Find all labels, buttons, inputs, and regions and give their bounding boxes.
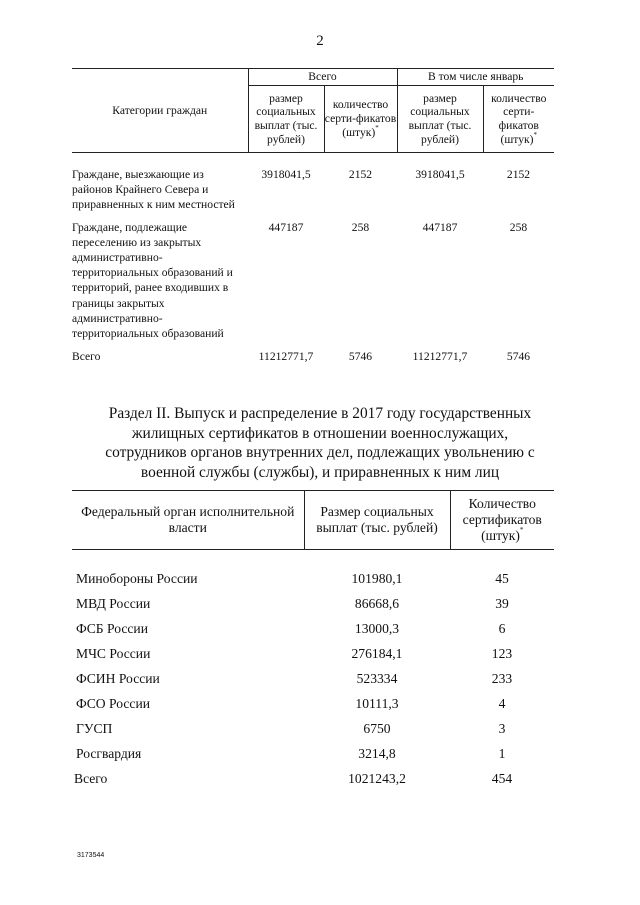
- document-code: 3173544: [77, 852, 105, 859]
- total-label: Всего: [72, 349, 101, 363]
- total-label: Всего: [74, 770, 108, 786]
- group-header-total: Всего: [248, 69, 397, 86]
- agency-cell: ФСО России: [76, 695, 150, 711]
- payments-cell: 276184,1: [351, 645, 403, 661]
- col-header-certificates: количество серти-фикатов (штук)*: [324, 86, 397, 153]
- certificates-cell: 2152: [348, 168, 373, 181]
- agency-cell: Минобороны России: [76, 570, 198, 586]
- table-row: [72, 691, 554, 716]
- payments-cell: 447187: [268, 221, 304, 235]
- table-row: [72, 666, 554, 691]
- certificates-cell: 6: [498, 620, 506, 636]
- col-header-agency: Федеральный орган исполнительной власти: [72, 491, 304, 550]
- col-header-certificates: Количество сертификатов (штук)*: [450, 491, 554, 550]
- certificates-cell: 45: [495, 570, 509, 586]
- certificates-cell: 258: [351, 221, 370, 235]
- payments-cell: 10111,3: [355, 695, 399, 711]
- agency-cell: ФСИН России: [76, 670, 160, 686]
- agency-cell: МЧС России: [76, 645, 151, 661]
- payments-cell: 523334: [356, 670, 398, 686]
- table-row: [72, 220, 554, 341]
- payments-cell: 86668,6: [354, 595, 400, 611]
- agency-cell: МВД России: [76, 595, 151, 611]
- certificates-cell: 5746: [506, 349, 531, 363]
- total-row: [72, 341, 554, 364]
- payments-cell: 3214,8: [358, 745, 396, 761]
- certificates-cell: 5746: [348, 349, 373, 363]
- payments-cell: 3918041,5: [261, 168, 311, 181]
- col-header-payments: размер социальных выплат (тыс. рублей): [248, 86, 324, 153]
- agency-cell: ГУСП: [76, 720, 113, 736]
- category-cell: Граждане, выезжающие из районов Крайнего Севера и приравненных к ним местностей: [72, 168, 235, 212]
- col-header-certificates: количество серти-фикатов (штук)*: [483, 86, 554, 153]
- payments-cell: 11212771,7: [258, 349, 314, 363]
- table-row: [72, 616, 554, 641]
- certificates-cell: 4: [498, 695, 506, 711]
- total-row: [72, 766, 554, 791]
- certificates-cell: 454: [491, 770, 513, 786]
- certificates-cell: 258: [509, 221, 528, 235]
- certificates-cell: 123: [491, 645, 513, 661]
- payments-cell: 11212771,7: [412, 349, 468, 363]
- agency-cell: Росгвардия: [76, 745, 142, 761]
- category-cell: Граждане, подлежащие переселению из закрытых административно-территориальных образований и территорий, ранее входивших в границы закрытых административно-территориальных образований: [72, 221, 233, 340]
- certificates-cell: 233: [491, 670, 513, 686]
- payments-cell: 447187: [422, 221, 458, 235]
- payments-cell: 3918041,5: [415, 168, 465, 181]
- certificates-cell: 39: [495, 595, 509, 611]
- certificates-cell: 2152: [506, 168, 531, 181]
- payments-cell: 13000,3: [354, 620, 400, 636]
- table-row: [72, 741, 554, 766]
- agency-cell: ФСБ России: [76, 620, 148, 636]
- table-row: [72, 641, 554, 666]
- certificates-cell: 1: [498, 745, 506, 761]
- col-header-payments: размер социальных выплат (тыс. рублей): [397, 86, 483, 153]
- table-row: [72, 716, 554, 741]
- group-header-january: В том числе январь: [397, 69, 554, 86]
- col-header-payments: Размер социальных выплат (тыс. рублей): [304, 491, 450, 550]
- category-header: Категории граждан: [72, 69, 248, 153]
- table-row: [72, 591, 554, 616]
- section-title: Раздел II. Выпуск и распределение в 2017 году государственных жилищных сертификатов в отношении военнослужащих, сотрудников органов внутренних дел, подлежащих увольнению с военной службы (службы), и приравненных к ним лиц: [105, 405, 535, 481]
- certificates-by-category-table: [72, 68, 554, 364]
- payments-cell: 6750: [363, 720, 391, 736]
- table-row: [72, 566, 554, 591]
- page-number: 2: [316, 33, 324, 49]
- table-row: [72, 167, 554, 212]
- certificates-by-agency-table: [72, 490, 554, 791]
- payments-cell: 101980,1: [351, 570, 403, 586]
- certificates-cell: 3: [498, 720, 506, 736]
- payments-cell: 1021243,2: [348, 770, 406, 786]
